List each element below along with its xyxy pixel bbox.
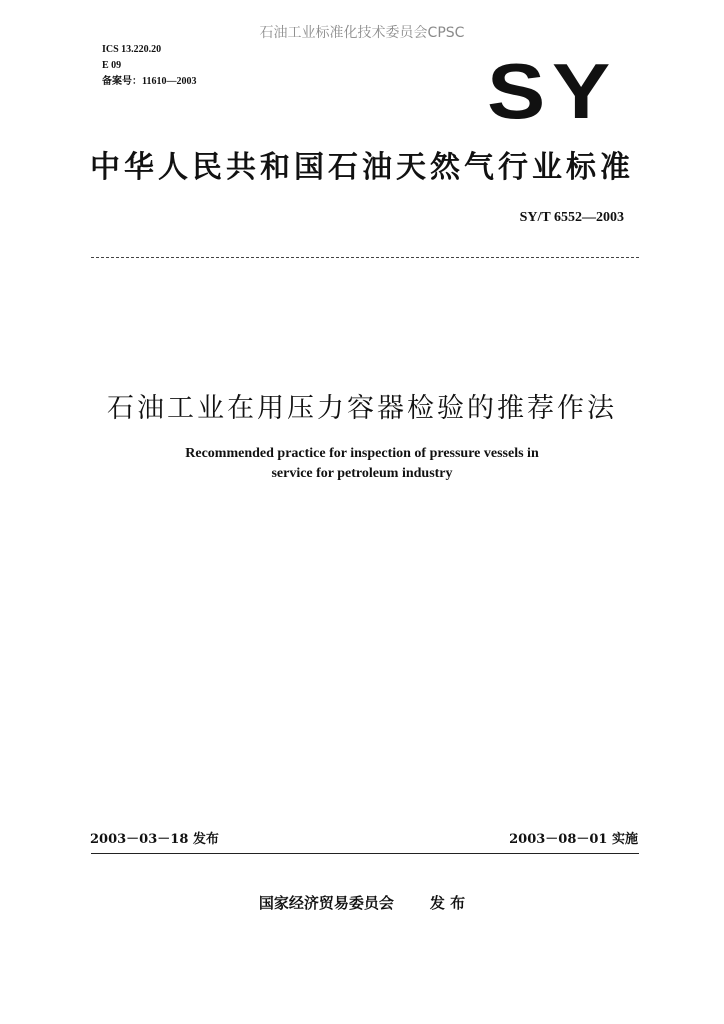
footer-divider: [91, 853, 639, 854]
standard-heading: 中华人民共和国石油天然气行业标准: [90, 150, 634, 185]
document-title-en: [0, 444, 724, 484]
issuer-action: 发 布: [429, 894, 466, 912]
sy-logo: SY: [487, 47, 617, 135]
watermark-text: 石油工业标准化技术委员会CPSC: [259, 25, 465, 41]
standard-number: SY/T 6552—2003: [519, 210, 624, 225]
record-number: 备案号：11610—2003: [102, 76, 197, 87]
header-divider: [91, 257, 639, 258]
document-title-zh: 石油工业在用压力容器检验的推荐作法: [107, 393, 617, 424]
effective-date: 2003－08－01 实施: [509, 832, 638, 847]
class-code: E 09: [102, 60, 122, 71]
issue-date: 2003－03－18 发布: [90, 832, 219, 847]
title-en-line-1: Recommended practice for inspection of pressure vessels in: [185, 446, 539, 461]
ics-code: ICS 13.220.20: [102, 44, 162, 55]
title-en-line-2: service for petroleum industry: [271, 466, 453, 481]
issuer-name: 国家经济贸易委员会: [258, 894, 394, 912]
issuer-line: [0, 892, 724, 913]
classification-codes: [102, 42, 196, 90]
